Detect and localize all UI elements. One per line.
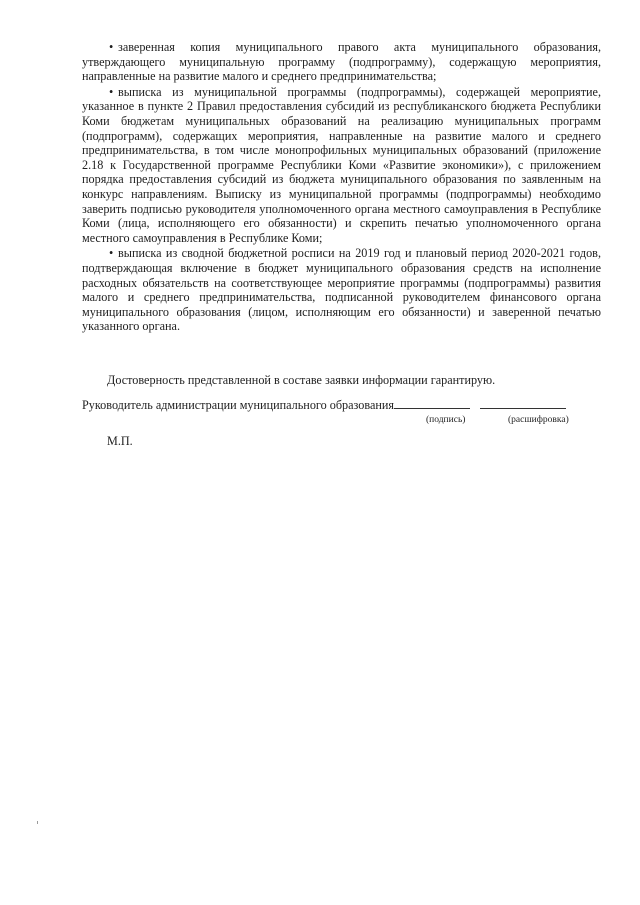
requirements-list bbox=[82, 40, 601, 335]
list-item-text: заверенная копия муниципального правого акта муниципального образования, утверждающего муниципальную программу (подпрограмму), содержащую мероприятия, направленные на развитие малого и среднего предпринимательства; bbox=[82, 40, 601, 84]
signature-caption: (подпись) bbox=[426, 415, 466, 425]
stamp-place-label: М.П. bbox=[107, 434, 133, 448]
signature-label: Руководитель администрации муниципального образования bbox=[82, 398, 395, 412]
list-item-text: выписка из муниципальной программы (подпрограммы), содержащей мероприятие, указанное в пункте 2 Правил предоставления субсидий из республиканского бюджета Республики Коми бюджетам муниципальных образований на реализацию муниципальных программ (подпрограмм), содержащих мероприятия, направленные на развитие малого и среднего предпринимательства, в том числе монопрофильных муниципальных образований (приложение 2.18 к Государственной программе Республики Коми «Развитие экономики»), с приложением порядка предоставления субсидий из бюджета муниципального образования по заявленным на конкурс направлениям. Выписку из муниципальной программы (подпрограммы) необходимо заверить подписью руководителя уполномоченного органа местного самоуправления в Республике Коми (лица, исполняющего его обязанности) и скрепить печатью уполномоченного органа местного самоуправления в Республике Коми; bbox=[82, 84, 601, 245]
bullet-marker: • bbox=[109, 84, 114, 99]
bullet-marker: • bbox=[109, 246, 114, 261]
decode-caption: (расшифровка) bbox=[508, 415, 569, 425]
list-item bbox=[82, 40, 601, 84]
signature-row bbox=[82, 397, 602, 413]
signature-line bbox=[394, 397, 470, 409]
guarantee-statement: Достоверность представленной в составе заявки информации гарантирую. bbox=[107, 373, 496, 387]
bullet-marker: • bbox=[109, 40, 114, 54]
decode-line bbox=[480, 397, 566, 409]
list-item bbox=[82, 246, 601, 334]
list-item bbox=[82, 85, 601, 246]
list-item-text: выписка из сводной бюджетной росписи на 2019 год и плановый период 2020-2021 годов, подтверждающая включение в бюджет муниципального образования средств на исполнение расходных обязательств на соответствующее мероприятие программы (подпрограммы) развития малого и среднего предпринимательства, подписанной руководителем финансового органа муниципального образования (лицом, исполняющим его обязанности) и заверенной печатью указанного органа. bbox=[82, 246, 601, 334]
scan-speck bbox=[37, 821, 38, 824]
